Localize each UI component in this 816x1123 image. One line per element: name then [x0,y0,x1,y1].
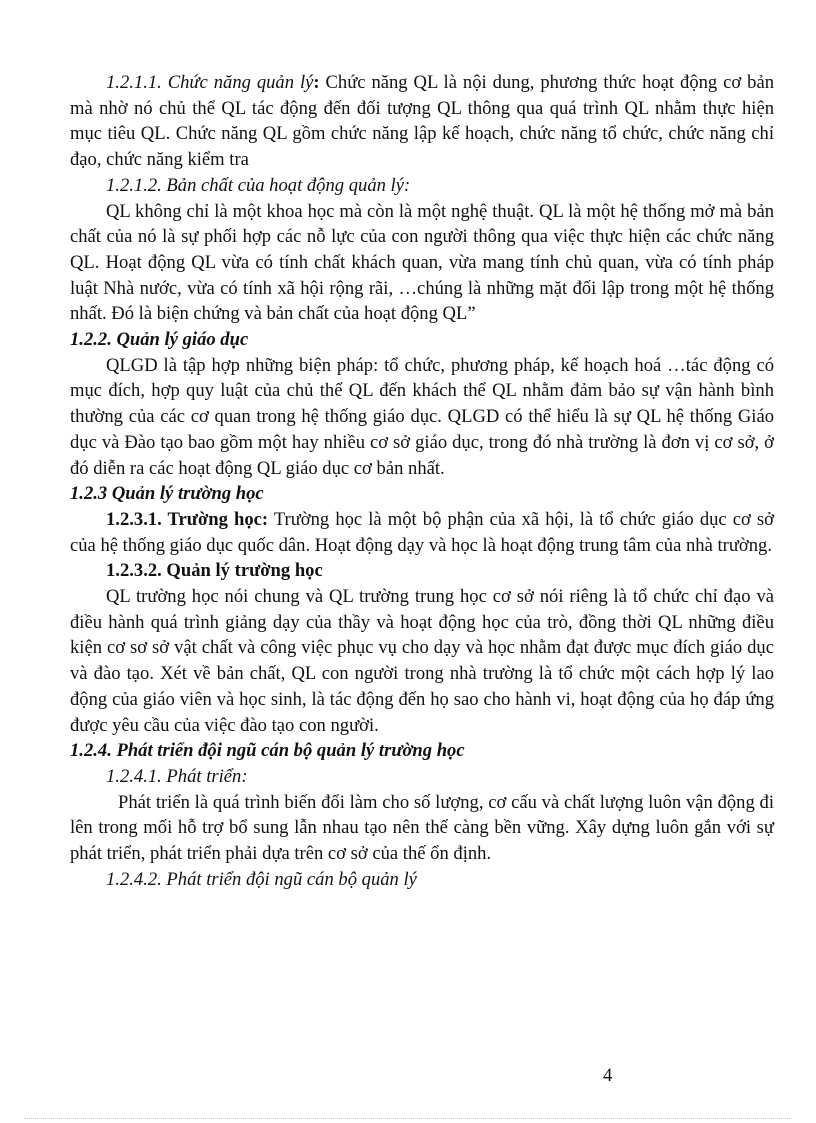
section-heading-1-2-1-2: 1.2.1.2. Bản chất của hoạt động quản lý: [106,174,411,196]
paragraph-management-nature: QL không chỉ là một khoa học mà còn là một nghệ thuật. QL là một hệ thống mở mà bản chất của nó là sự phối hợp các nỗ lực của con người thông qua việc thực hiện các chức năng QL. Hoạt động QL vừa có tính chất khách quan, vừa mang tính chủ quan, vừa có tính pháp luật Nhà nước, vừa có tính xã hội rộng rãi, …chúng là những mặt đối lập trong một hệ thống nhất. Đó là biện chứng và bản chất của hoạt động QL” [70,200,774,325]
section-heading-1-2-4-2: 1.2.4.2. Phát triển đội ngũ cán bộ quản lý [106,868,417,890]
section-label-1-2-3-1: 1.2.3.1. Trường học: [106,508,269,530]
section-heading-1-2-4: 1.2.4. Phát triển đội ngũ cán bộ quản lý trường học [70,740,465,762]
section-heading-1-2-4-1: 1.2.4.1. Phát triển: [106,765,248,787]
section-heading-1-2-3-2: 1.2.3.2. Quản lý trường học [106,560,323,582]
paragraph-development: Phát triển là quá trình biến đổi làm cho số lượng, cơ cấu và chất lượng luôn vận động đi lên trong mối hỗ trợ bổ sung lẫn nhau tạo nên thế càng bền vững. Xây dựng luôn gắn với sự phát triển, phát triển phải dựa trên cơ sở của thế ổn định. [70,791,774,865]
page-number: 4 [603,1065,613,1086]
paragraph-management-function [70,70,774,173]
paragraph-school [70,507,774,558]
section-heading-1-2-2: 1.2.2. Quản lý giáo dục [70,329,249,351]
section-label-colon: : [313,72,320,93]
section-heading-1-2-3: 1.2.3 Quản lý trường học [70,483,264,505]
paragraph-school-management: QL trường học nói chung và QL trường trung học cơ sở nói riêng là tổ chức chỉ đạo và điều hành quá trình giảng dạy của thầy và hoạt động học của trò, đồng thời QL những điều kiện cơ sơ sở vật chất và công việc phục vụ cho dạy và học nhằm đạt được mục đích giáo dục và đào tạo. Xét về bản chất, QL con người trong nhà trường là tổ chức một cách hợp lý lao động của giáo viên và học sinh, là tác động đến họ sao cho hành vi, hoạt động của họ đáp ứng được yêu cầu của việc đào tạo con người. [70,586,774,736]
paragraph-text: Chức năng QL là nội dung, phương thức hoạt động cơ bản mà nhờ nó chủ thể QL tác động đến đối tượng QL thông qua quá trình QL nhằm thực hiện mục tiêu QL. Chức năng QL gồm chức năng lập kế hoạch, chức năng tổ chức, chức năng chỉ đạo, chức năng kiểm tra [70,72,774,171]
page-content [70,70,774,893]
footer-divider [24,1118,792,1119]
section-label-1-2-1-1: 1.2.1.1. Chức năng quản lý [106,72,314,93]
paragraph-education-management: QLGD là tập hợp những biện pháp: tổ chức, phương pháp, kế hoạch hoá …tác động có mục đích, hợp quy luật của chủ thể QL đến khách thể QL nhằm đảm bảo sự vận hành bình thường của các cơ quan trong hệ thống giáo dục. QLGD có thể hiểu là sự QL hệ thống Giáo dục và Đào tạo bao gồm một hay nhiều cơ sở giáo dục, trong đó nhà trường là đơn vị cơ sở, ở đó diễn ra các hoạt động QL giáo dục cơ bản nhất. [70,354,774,479]
paragraph-text: Trường học là một bộ phận của xã hội, là tổ chức giáo dục cơ sở của hệ thống giáo dục quốc dân. Hoạt động dạy và học là hoạt động trung tâm của nhà trường. [70,508,774,556]
